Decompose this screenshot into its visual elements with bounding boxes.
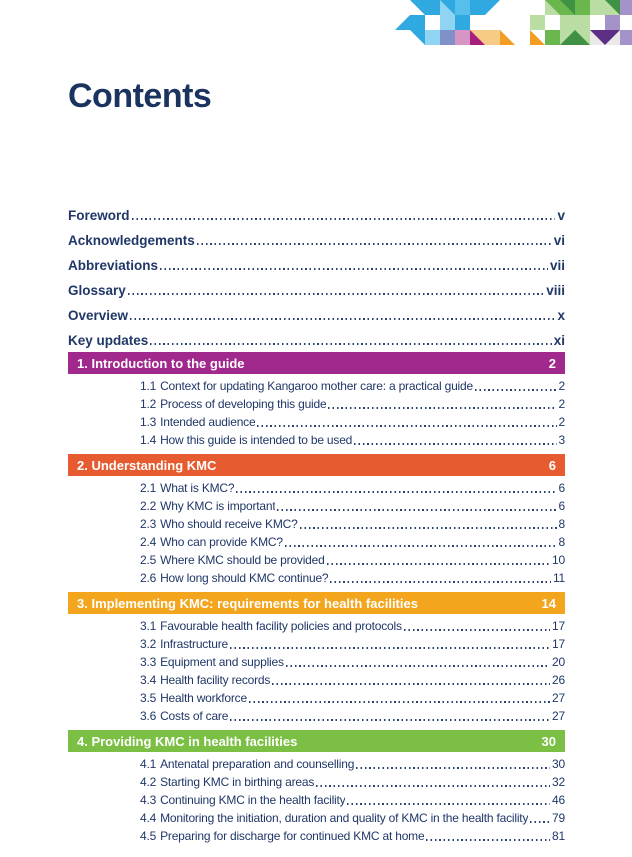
mosaic-cell [485, 0, 500, 15]
toc-entry-page: xi [553, 333, 565, 348]
toc-entry[interactable] [68, 250, 565, 275]
toc-section [68, 454, 565, 587]
subsection-entry[interactable] [68, 755, 565, 773]
subsection-entry[interactable] [68, 689, 565, 707]
section-title: 1. Introduction to the guide [77, 355, 245, 371]
subsection-number: 2.4 [140, 535, 157, 549]
toc-entry-label: Overview [68, 308, 129, 323]
subsection-entry[interactable] [68, 635, 565, 653]
subsection-title: Monitoring the initiation, duration and quality of KMC in the health facility [160, 811, 529, 825]
section-page: 14 [541, 595, 556, 611]
subsection-number: 2.3 [140, 517, 157, 531]
subsection-page: 20 [552, 655, 565, 669]
section-page: 6 [548, 457, 556, 473]
subsection-page: 81 [552, 829, 565, 843]
subsection-title: Preparing for discharge for continued KMC at home [160, 829, 425, 843]
dot-leader [272, 683, 550, 685]
subsection-number: 2.6 [140, 571, 157, 585]
subsection-title: Intended audience [160, 415, 256, 429]
subsection-page: 3 [558, 433, 565, 447]
section-header-bar[interactable] [68, 730, 565, 752]
dot-leader [230, 719, 550, 721]
subsection-title: Health facility records [160, 673, 271, 687]
dot-leader [130, 318, 555, 320]
subsection-entry[interactable] [68, 431, 565, 449]
toc-entry-label: Glossary [68, 283, 126, 298]
mosaic-cell [395, 15, 410, 30]
subsection-page: 79 [552, 811, 565, 825]
subsection-number: 1.1 [140, 379, 157, 393]
dot-leader [286, 665, 550, 667]
subsection-entry[interactable] [68, 653, 565, 671]
subsection-entry[interactable] [68, 569, 565, 587]
mosaic-cell [425, 0, 440, 15]
section-header-bar[interactable] [68, 454, 565, 476]
subsection-number: 1.4 [140, 433, 157, 447]
section-header-bar[interactable] [68, 352, 565, 374]
toc-entry-page: viii [546, 283, 565, 298]
subsection-page: 6 [558, 499, 565, 513]
subsection-title: Context for updating Kangaroo mother care: a practical guide [160, 379, 473, 393]
subsection-number: 1.3 [140, 415, 157, 429]
dot-leader [128, 293, 544, 295]
dot-leader [327, 563, 550, 565]
subsection-number: 4.1 [140, 757, 157, 771]
mosaic-cell [620, 0, 632, 15]
mosaic-cell [545, 30, 560, 45]
mosaic-cell [455, 15, 470, 30]
dot-leader [354, 443, 556, 445]
toc-entry[interactable] [68, 325, 565, 350]
subsection-number: 4.5 [140, 829, 157, 843]
dot-leader [236, 491, 556, 493]
subsection-title: Where KMC should be provided [160, 553, 325, 567]
dot-leader [530, 821, 550, 823]
subsection-number: 1.2 [140, 397, 157, 411]
dot-leader [356, 767, 550, 769]
subsection-title: Equipment and supplies [160, 655, 284, 669]
subsection-page: 6 [558, 481, 565, 495]
mosaic-cell [590, 0, 605, 15]
subsection-entry[interactable] [68, 707, 565, 725]
mosaic-cell [410, 0, 425, 15]
dot-leader [249, 701, 550, 703]
subsection-entry[interactable] [68, 479, 565, 497]
subsection-page: 10 [552, 553, 565, 567]
subsection-entry[interactable] [68, 791, 565, 809]
toc-entry-page: vii [549, 258, 565, 273]
subsection-entry[interactable] [68, 809, 565, 827]
dot-leader [475, 389, 557, 391]
front-matter-list [68, 200, 565, 350]
subsection-number: 4.4 [140, 811, 157, 825]
subsection-entry[interactable] [68, 827, 565, 845]
mosaic-cell [500, 30, 515, 45]
dot-leader [230, 647, 550, 649]
toc-section [68, 592, 565, 725]
subsection-entry[interactable] [68, 773, 565, 791]
subsection-entry[interactable] [68, 533, 565, 551]
dot-leader [277, 509, 556, 511]
page-content [68, 76, 565, 845]
subsection-page: 30 [552, 757, 565, 771]
subsection-list [68, 752, 565, 845]
subsection-number: 2.1 [140, 481, 157, 495]
section-header-bar[interactable] [68, 592, 565, 614]
toc-section [68, 352, 565, 449]
toc-entry-label: Acknowledgements [68, 233, 195, 248]
dot-leader [316, 785, 550, 787]
subsection-title: What is KMC? [160, 481, 235, 495]
dot-leader [150, 343, 551, 345]
subsection-title: Why KMC is important [160, 499, 276, 513]
section-page: 2 [548, 355, 556, 371]
mosaic-cell [530, 30, 545, 45]
mosaic-cell [485, 30, 500, 45]
dot-leader [132, 218, 556, 220]
dot-leader [197, 243, 552, 245]
toc-entry-label: Foreword [68, 208, 130, 223]
subsection-page: 2 [558, 397, 565, 411]
subsection-page: 27 [552, 691, 565, 705]
mosaic-cell [605, 15, 620, 30]
dot-leader [404, 629, 550, 631]
subsection-list [68, 476, 565, 587]
mosaic-cell [530, 15, 545, 30]
subsection-number: 2.2 [140, 499, 157, 513]
dot-leader [347, 803, 550, 805]
subsection-entry[interactable] [68, 515, 565, 533]
decorative-mosaic [395, 0, 632, 45]
section-page: 30 [541, 733, 556, 749]
subsection-title: Costs of care [160, 709, 229, 723]
subsection-title: Who can provide KMC? [160, 535, 283, 549]
subsection-title: Process of developing this guide [160, 397, 327, 411]
subsection-title: Antenatal preparation and counselling [160, 757, 355, 771]
subsection-entry[interactable] [68, 617, 565, 635]
subsection-title: Infrastructure [160, 637, 228, 651]
mosaic-cell [440, 15, 455, 30]
toc-entry-label: Key updates [68, 333, 149, 348]
dot-leader [285, 545, 557, 547]
toc-entry-page: x [557, 308, 565, 323]
mosaic-cell [575, 15, 590, 30]
dot-leader [328, 407, 556, 409]
toc-entry-page: v [557, 208, 565, 223]
subsection-page: 27 [552, 709, 565, 723]
subsection-number: 3.1 [140, 619, 157, 633]
mosaic-cell [575, 0, 590, 15]
subsection-page: 32 [552, 775, 565, 789]
subsection-entry[interactable] [68, 413, 565, 431]
subsection-page: 26 [552, 673, 565, 687]
subsection-number: 3.2 [140, 637, 157, 651]
subsection-page: 46 [552, 793, 565, 807]
subsection-title: Health workforce [160, 691, 247, 705]
toc-entry-page: vi [553, 233, 565, 248]
subsection-title: Who should receive KMC? [160, 517, 298, 531]
subsection-number: 3.3 [140, 655, 157, 669]
subsection-page: 17 [552, 619, 565, 633]
mosaic-cell [440, 30, 455, 45]
dot-leader [426, 839, 550, 841]
mosaic-cell [455, 30, 470, 45]
subsection-page: 2 [558, 379, 565, 393]
subsection-page: 17 [552, 637, 565, 651]
subsection-entry[interactable] [68, 551, 565, 569]
subsection-list [68, 614, 565, 725]
subsection-number: 3.6 [140, 709, 157, 723]
mosaic-cell [455, 0, 470, 15]
subsection-number: 3.4 [140, 673, 157, 687]
section-title: 2. Understanding KMC [77, 457, 217, 473]
subsection-list [68, 374, 565, 449]
dot-leader [330, 581, 551, 583]
mosaic-cell [470, 0, 485, 15]
toc-entry[interactable] [68, 225, 565, 250]
mosaic-cell [410, 15, 425, 30]
subsection-entry[interactable] [68, 395, 565, 413]
subsection-number: 3.5 [140, 691, 157, 705]
subsection-number: 4.3 [140, 793, 157, 807]
page-title: Contents [68, 77, 212, 115]
subsection-entry[interactable] [68, 671, 565, 689]
subsection-title: Starting KMC in birthing areas [160, 775, 315, 789]
subsection-title: How long should KMC continue? [160, 571, 329, 585]
mosaic-cell [560, 15, 575, 30]
toc-section [68, 730, 565, 845]
subsection-title: How this guide is intended to be used [160, 433, 353, 447]
sections-list [68, 352, 565, 845]
mosaic-cell [425, 30, 440, 45]
toc-entry-label: Abbreviations [68, 258, 159, 273]
subsection-page: 11 [552, 571, 565, 585]
subsection-entry[interactable] [68, 497, 565, 515]
subsection-number: 2.5 [140, 553, 157, 567]
mosaic-cell [620, 30, 632, 45]
subsection-page: 8 [558, 535, 565, 549]
subsection-entry[interactable] [68, 377, 565, 395]
mosaic-cell [410, 30, 425, 45]
subsection-page: 2 [558, 415, 565, 429]
dot-leader [160, 268, 548, 270]
subsection-title: Continuing KMC in the health facility [160, 793, 346, 807]
dot-leader [257, 425, 556, 427]
toc-entry[interactable] [68, 200, 565, 225]
section-title: 4. Providing KMC in health facilities [77, 733, 298, 749]
subsection-page: 8 [558, 517, 565, 531]
section-title: 3. Implementing KMC: requirements for health facilities [77, 595, 418, 611]
toc-entry[interactable] [68, 300, 565, 325]
dot-leader [300, 527, 557, 529]
subsection-number: 4.2 [140, 775, 157, 789]
subsection-title: Favourable health facility policies and protocols [160, 619, 402, 633]
toc-entry[interactable] [68, 275, 565, 300]
